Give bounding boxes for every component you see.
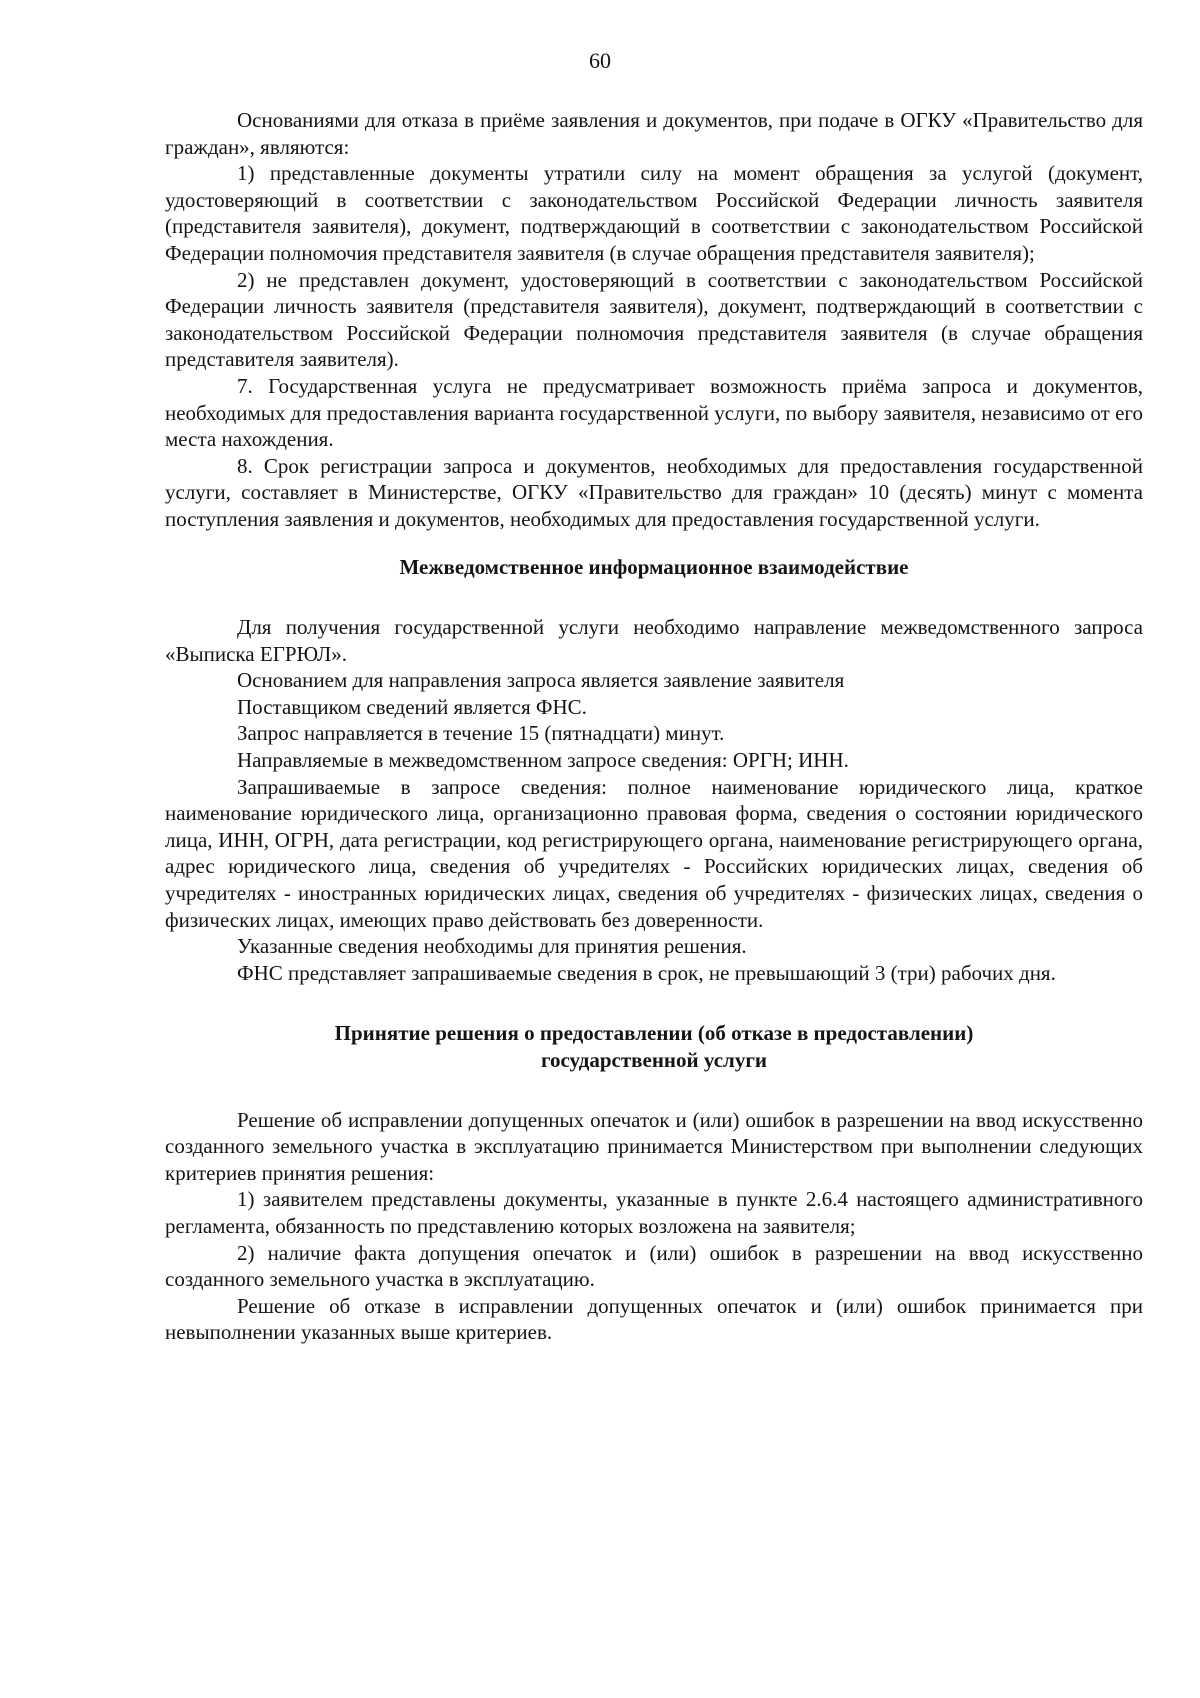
paragraph: 1) заявителем представлены документы, указанные в пункте 2.6.4 настоящего административного регламента, обязанность по представлению которых возложена на заявителя; [165, 1187, 1143, 1238]
paragraph: 7. Государственная услуга не предусматривает возможность приёма запроса и документов, необходимых для предоставления варианта государственной услуги, по выбору заявителя, независимо от его места нахождения. [165, 373, 1143, 452]
section-heading-line: Принятие решения о предоставлении (об отказе в предоставлении) [334, 1021, 974, 1046]
document-body [165, 107, 1143, 1346]
section-heading-interagency: Межведомственное информационное взаимодействие [399, 554, 909, 579]
page-number: 60 [589, 48, 611, 73]
paragraph: Указанные сведения необходимы для принятия решения. [237, 934, 747, 959]
paragraph: Запрос направляется в течение 15 (пятнадцати) минут. [237, 721, 725, 746]
paragraph: Запрашиваемые в запросе сведения: полное наименование юридического лица, краткое наименование юридического лица, организационно правовая форма, сведения о состоянии юридического лица, ИНН, ОГРН, дата регистрации, код регистрирующего органа, наименование регистрирующего органа, адрес юридического лица, сведения об учредителях - Российских юридических лицах, сведения об учредителях - иностранных юридических лицах, сведения об учредителях - физических лицах, сведения о физических лицах, имеющих право действовать без доверенности. [165, 774, 1143, 932]
paragraph: 1) представленные документы утратили силу на момент обращения за услугой (документ, удостоверяющий в соответствии с законодательством Российской Федерации личность заявителя (представителя заявителя), документ, подтверждающий в соответствии с законодательством Российской Федерации полномочия представителя заявителя (в случае обращения представителя заявителя); [165, 161, 1143, 265]
paragraph: Поставщиком сведений является ФНС. [237, 694, 587, 719]
paragraph: Решение об отказе в исправлении допущенных опечаток и (или) ошибок принимается при невыполнении указанных выше критериев. [165, 1293, 1143, 1345]
paragraph: Основаниями для отказа в приёме заявления и документов, при подаче в ОГКУ «Правительство для граждан», являются: [165, 108, 1143, 159]
paragraph: Основанием для направления запроса является заявление заявителя [237, 668, 845, 693]
paragraph: ФНС представляет запрашиваемые сведения в срок, не превышающий 3 (три) рабочих дня. [237, 960, 1056, 985]
section-heading-line: государственной услуги [541, 1048, 767, 1072]
section-heading-decision [165, 1020, 1143, 1073]
paragraph: 2) не представлен документ, удостоверяющий в соответствии с законодательством Российской Федерации личность заявителя (представителя заявителя), документ, подтверждающий в соответствии с законодательством Российской Федерации полномочия представителя заявителя (в случае обращения представителя заявителя). [165, 267, 1143, 372]
paragraph: Направляемые в межведомственном запросе сведения: ОРГН; ИНН. [237, 748, 849, 773]
paragraph: 2) наличие факта допущения опечаток и (или) ошибок в разрешении на ввод искусственно созданного земельного участка в эксплуатацию. [165, 1240, 1143, 1292]
paragraph: Решение об исправлении допущенных опечаток и (или) ошибок в разрешении на ввод искусственно созданного земельного участка в эксплуатацию принимается Министерством при выполнении следующих критериев принятия решения: [165, 1107, 1143, 1185]
paragraph: Для получения государственной услуги необходимо направление межведомственного запроса «Выписка ЕГРЮЛ». [165, 615, 1143, 666]
paragraph: 8. Срок регистрации запроса и документов, необходимых для предоставления государственной услуги, составляет в Министерстве, ОГКУ «Правительство для граждан» 10 (десять) минут с момента поступления заявления и документов, необходимых для предоставления государственной услуги. [165, 453, 1143, 531]
